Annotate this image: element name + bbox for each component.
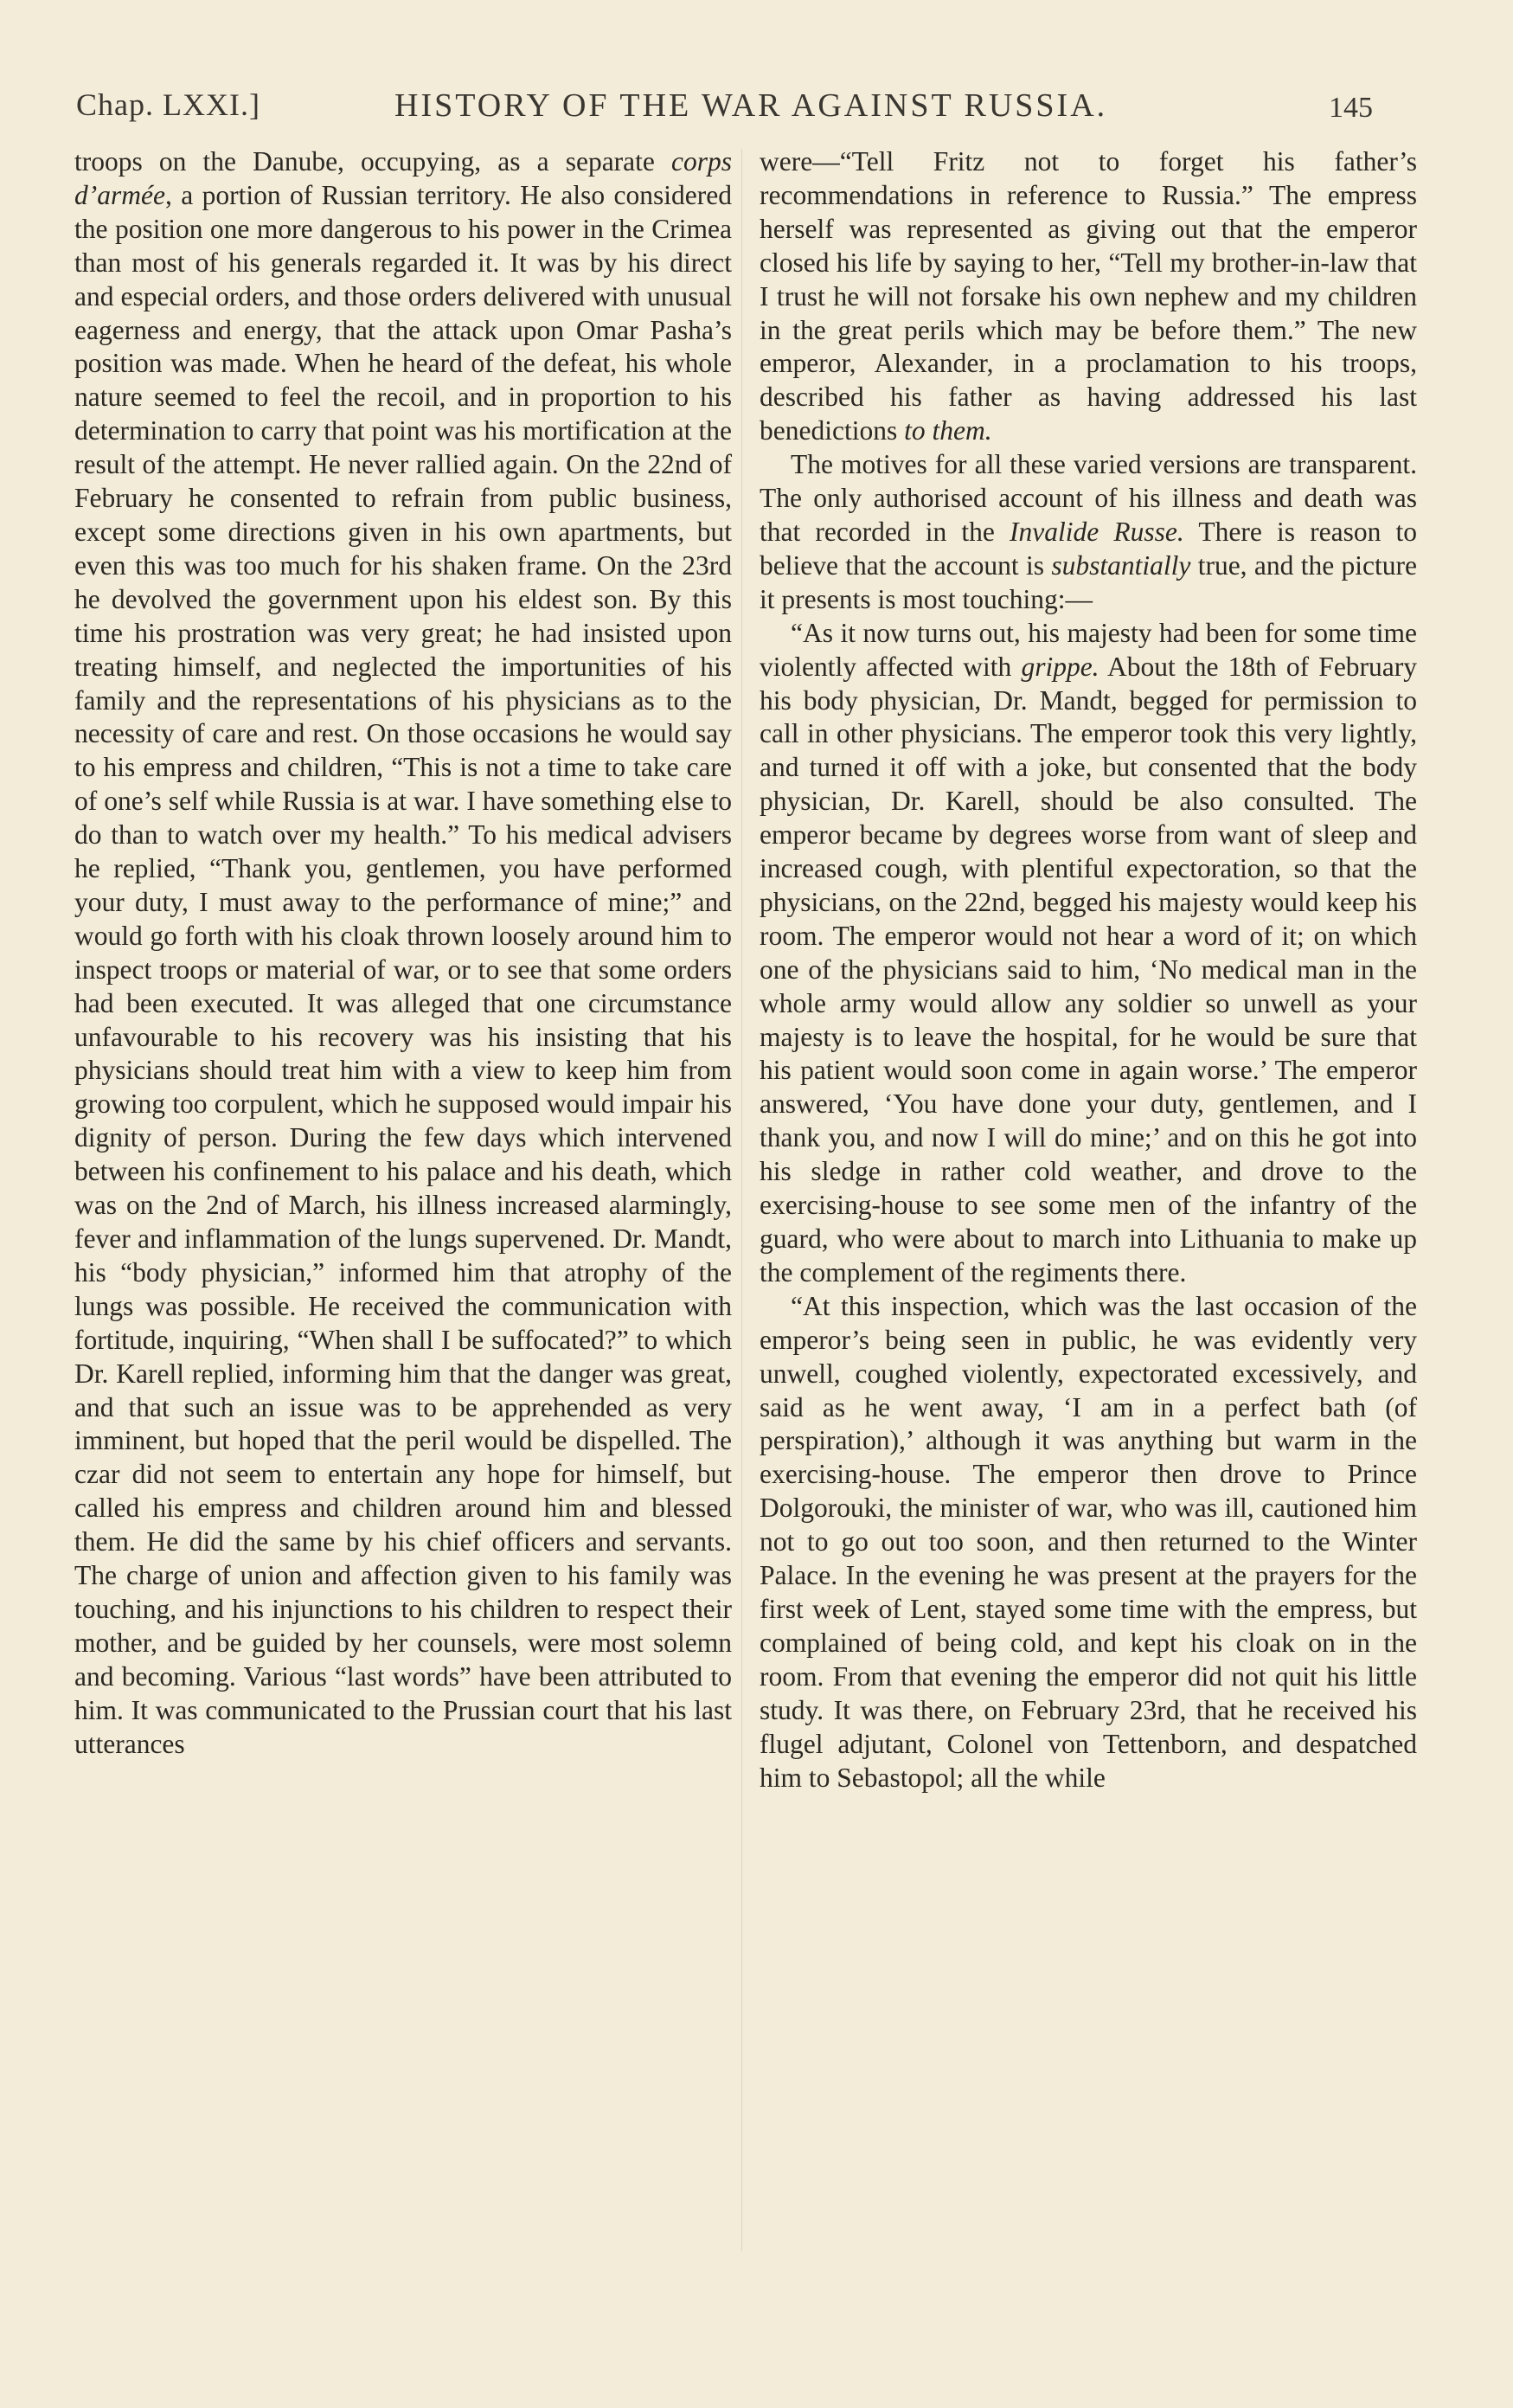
column-divider — [741, 149, 742, 2251]
italic-text-run: grippe. — [1021, 651, 1099, 682]
running-header — [76, 80, 1426, 132]
italic-text-run: to them. — [904, 415, 992, 446]
paragraph — [760, 448, 1417, 617]
text-run: were—“Tell Fritz not to forget his father’s recommendations in reference to Russia.” The empress herself was represented as giving out that the emperor closed his life by saying to her, “Tell my brother-in-law that I trust he will not forsake his own nephew and my children in the great perils which may be before them.” The new emperor, Alexander, in a proclamation to his troops, described his father as having addressed his last benedictions — [760, 146, 1417, 446]
italic-text-run: Invalide Russe. — [1010, 516, 1184, 547]
italic-text-run: corps d’armée — [74, 146, 732, 210]
paragraph — [760, 1290, 1417, 1795]
text-run: , a portion of Russian territory. He also considered the position one more dangerous to his power in the Crimea than most of his generals regarded it. It was by his direct and especial orders, and those orders delivered with unusual eagerness and energy, that the attack upon Omar Pasha’s position was made. When he heard of the defeat, his whole nature seemed to feel the recoil, and in proportion to his determination to carry that point was his mortification at the result of the attempt. He never rallied again. On the 22nd of February he consented to refrain from public business, except some directions given in his own apartments, but even this was too much for his shaken frame. On the 23rd he devolved the government upon his eldest son. By this time his prostration was very great; he had insisted upon treating himself, and neglected the importunities of his family and the representations of his physicians as to the necessity of care and rest. On those occasions he would say to his empress and children, “This is not a time to take care of one’s self while Russia is at war. I have something else to do than to watch over my health.” To his medical advisers he replied, “Thank you, gentlemen, you have performed your duty, I must away to the performance of mine;” and would go forth with his cloak thrown loosely around him to inspect troops or material of war, or to see that some orders had been executed. It was alleged that one circumstance unfavourable to his recovery was his insisting that his physicians should treat him with a view to keep him from growing too corpulent, which he supposed would impair his dignity of person. During the few days which intervened between his confinement to his palace and his death, which was on the 2nd of March, his illness increased alarmingly, fever and inflammation of the lungs supervened. Dr. Mandt, his “body physician,” informed him that atrophy of the lungs was possible. He received the communication with fortitude, inquiring, “When shall I be suffocated?” to which Dr. Karell replied, informing him that the danger was great, and that such an issue was to be apprehended as very imminent, but hoped that the peril would be dispelled. The czar did not seem to entertain any hope for himself, but called his empress and children around him and blessed them. He did the same by his chief officers and servants. The charge of union and affection given to his family was touching, and his injunctions to his children to respect their mother, and be guided by her counsels, were most solemn and becoming. Various “last words” have been attributed to him. It was communicated to the Prussian court that his last utterances — [74, 179, 732, 1759]
text-run: true, and the picture it presents is most touching:— — [760, 549, 1417, 614]
text-run: “At this inspection, which was the last occasion of the emperor’s being seen in public, he was evidently very unwell, coughed violently, expectorated excessively, and said as he went away, ‘I am in a perfect bath (of perspiration),’ although it was anything but warm in the exercising-house. The emperor then drove to Prince Dolgorouki, the minister of war, who was ill, cautioned him not to go out too soon, and then returned to the Winter Palace. In the evening he was present at the prayers for the first week of Lent, stayed some time with the empress, but complained of being cold, and kept his cloak on in the room. From that evening the emperor did not quit his little study. It was there, on February 23rd, that he received his flugel adjutant, Colonel von Tettenborn, and despatched him to Sebastopol; all the while — [760, 1290, 1417, 1793]
paragraph — [760, 145, 1417, 448]
left-column — [74, 145, 732, 1762]
text-run: There is reason to believe that the account is — [760, 516, 1417, 581]
text-run: troops on the Danube, occupying, as a separate — [74, 146, 671, 177]
text-run: “As it now turns out, his majesty had been for some time violently affected with — [760, 617, 1417, 682]
chapter-label: Chap. LXXI.] — [76, 87, 260, 122]
running-title: HISTORY OF THE WAR AGAINST RUSSIA. — [394, 87, 1108, 124]
right-column — [760, 145, 1417, 1795]
text-run: About the 18th of February his body physician, Dr. Mandt, begged for permission to call in other physicians. The emperor took this very lightly, and turned it off with a joke, but consented that the body physician, Dr. Karell, should be also consulted. The emperor became by degrees worse from want of sleep and increased cough, with plentiful expectoration, so that the physicians, on the 22nd, begged his majesty would keep his room. The emperor would not hear a word of it; on which one of the physicians said to him, ‘No medical man in the whole army would allow any soldier so unwell as your majesty is to leave the hospital, for he would be sure that his patient would soon come in again worse.’ The emperor answered, ‘You have done your duty, gentlemen, and I thank you, and now I will do mine;’ and on this he got into his sledge in rather cold weather, and drove to the exercising-house to see some men of the infantry of the guard, who were about to march into Lithuania to make up the complement of the regiments there. — [760, 651, 1418, 1287]
paragraph — [760, 617, 1417, 1290]
paragraph — [74, 145, 732, 1762]
page-number: 145 — [1329, 92, 1373, 124]
text-run: The motives for all these varied versions are transparent. The only authorised account of his illness and death was that recorded in the — [760, 449, 1417, 547]
italic-text-run: substantially — [1051, 549, 1191, 581]
